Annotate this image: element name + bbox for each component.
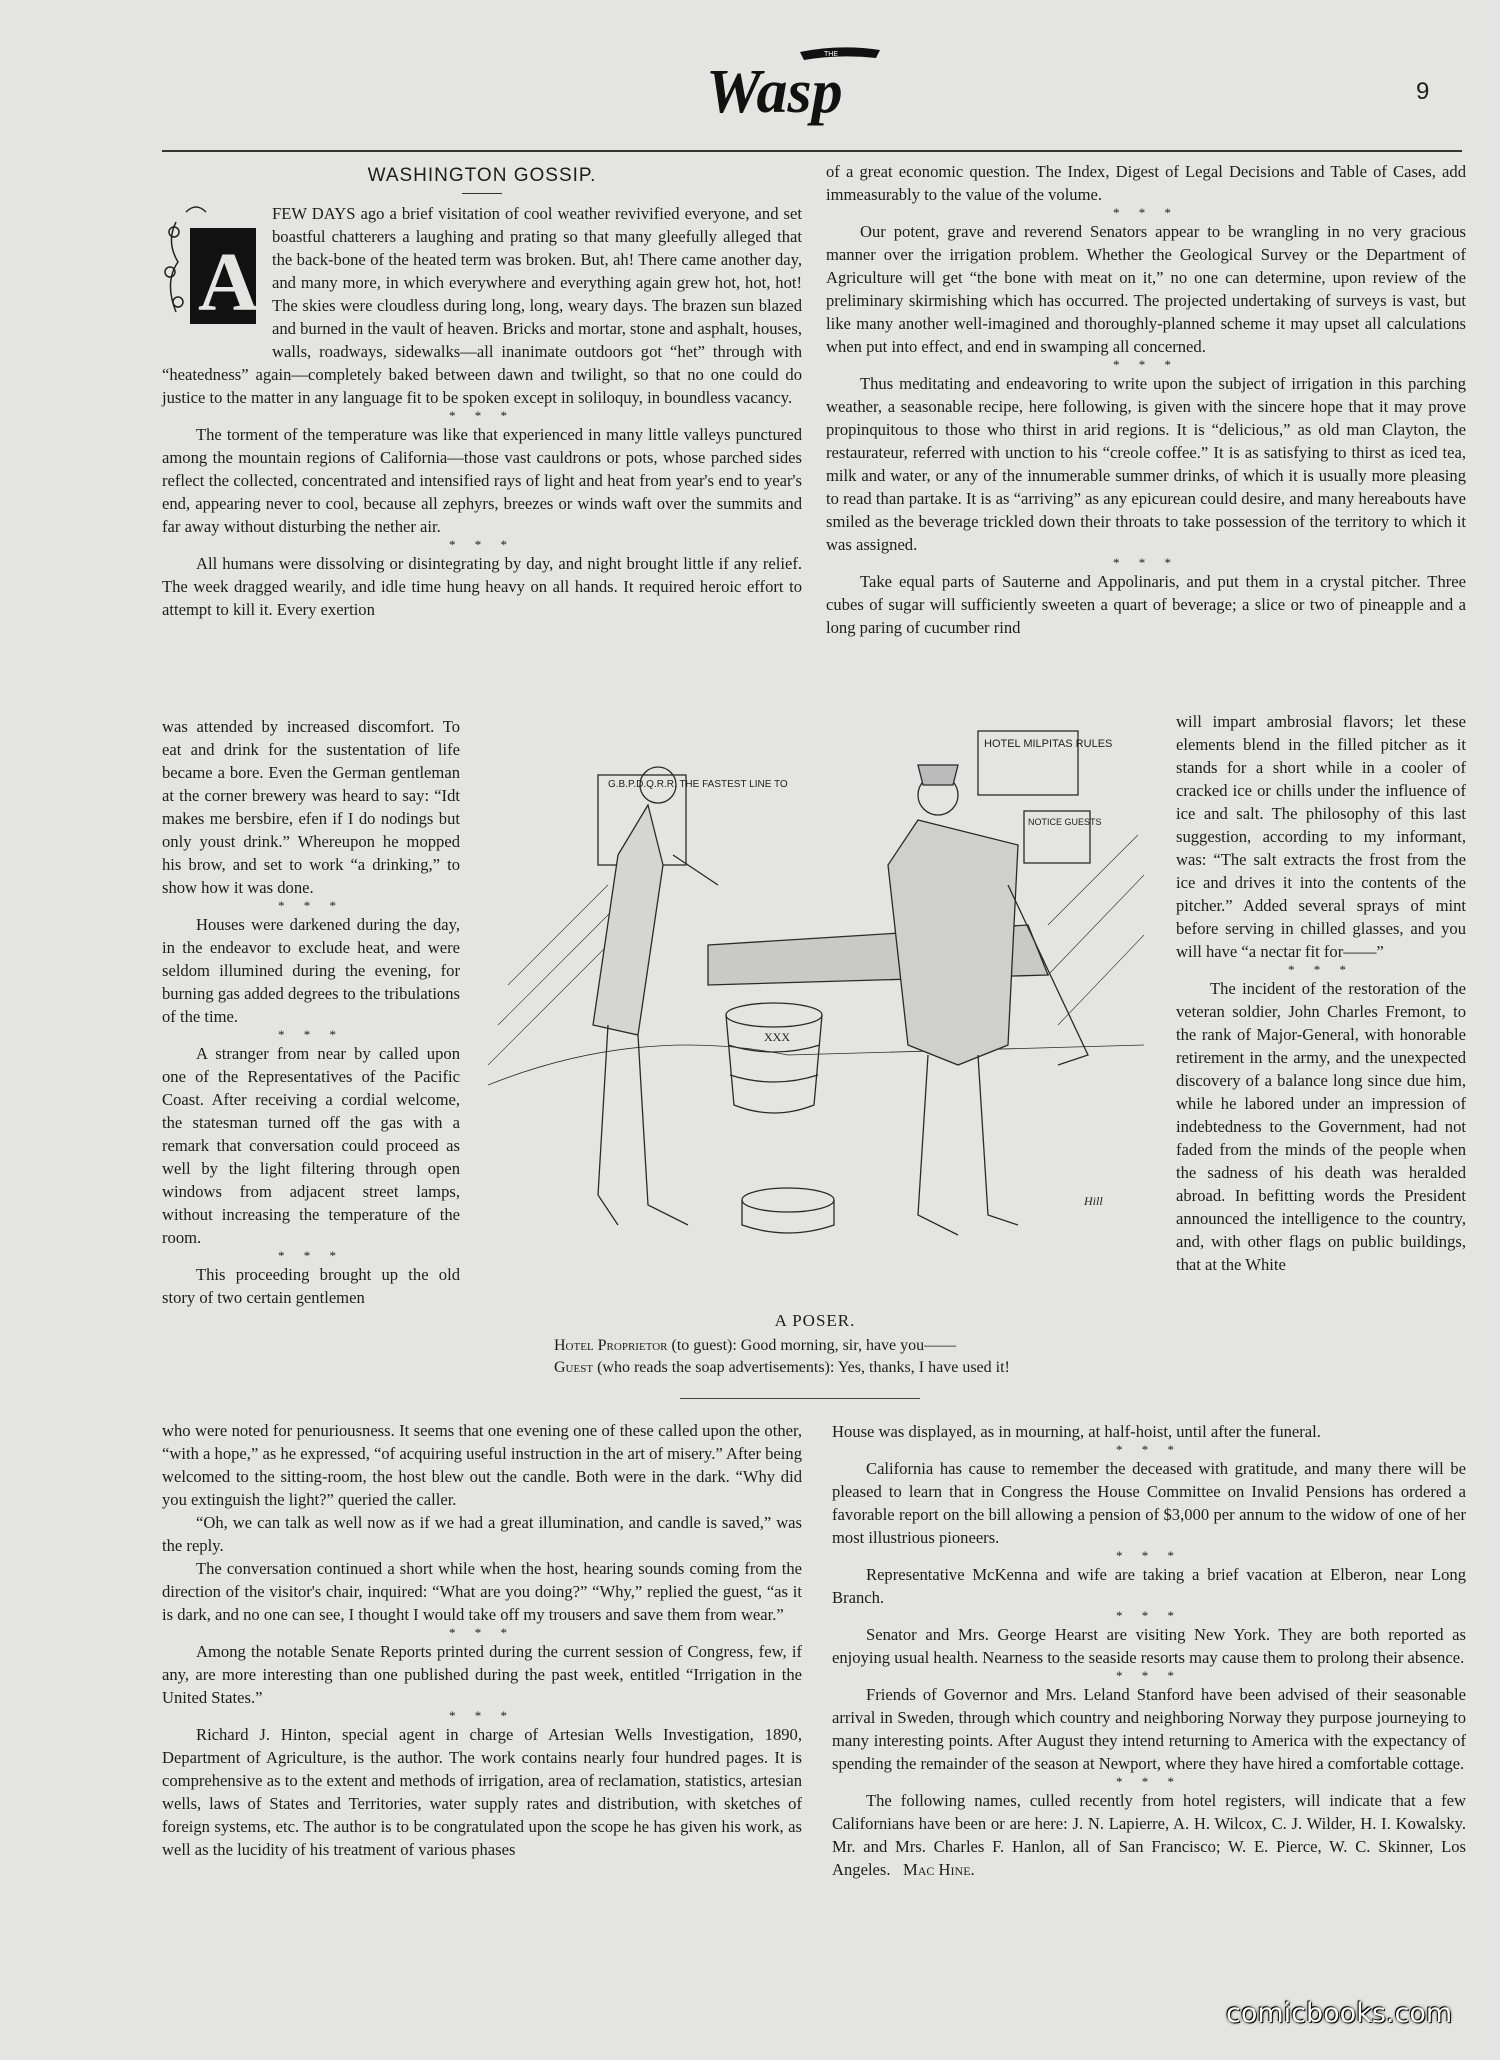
paragraph: who were noted for penuriousness. It seems that one evening one of these called upon the other, “with a hope,” as he expressed, “of acquiring useful instruction in the art of misery.” After being welcomed to the sitting-room, the host blew out the candle. Both were in the dark. “Why did you extinguish the light?” queried the caller. bbox=[162, 1421, 802, 1509]
artist-signature: Hill bbox=[1084, 1194, 1103, 1208]
page-number: 9 bbox=[1416, 78, 1430, 105]
caption-rule bbox=[680, 1398, 920, 1399]
section-separator: * * * bbox=[1116, 1668, 1182, 1683]
section-separator: * * * bbox=[1116, 1608, 1182, 1623]
paragraph: All humans were dissolving or disintegrating by day, and night brought little if any relief. The week dragged wearily, and idle time hung heavy on all hands. It required heroic effort to attempt to kill it. Every exertion bbox=[162, 554, 802, 619]
column-2-narrow bbox=[1176, 710, 1466, 1276]
section-separator: * * * bbox=[449, 408, 515, 423]
section-separator: * * * bbox=[449, 1708, 515, 1723]
masthead-logo bbox=[700, 42, 910, 132]
section-separator: * * * bbox=[1116, 1548, 1182, 1563]
paragraph: Houses were darkened during the day, in the endeavor to exclude heat, and were seldom illumined during the evening, for burning gas added degrees to the tribulations of the time. bbox=[162, 915, 460, 1026]
section-separator: * * * bbox=[1116, 1774, 1182, 1789]
paragraph: House was displayed, as in mourning, at half-hoist, until after the funeral. bbox=[832, 1422, 1321, 1441]
section-separator: * * * bbox=[1116, 1442, 1182, 1457]
section-separator: * * * bbox=[278, 1248, 344, 1263]
section-separator: * * * bbox=[1113, 357, 1179, 372]
section-separator: * * * bbox=[1113, 205, 1179, 220]
headline-rule bbox=[462, 193, 502, 194]
paragraph: will impart ambrosial flavors; let these elements blend in the filled pitcher as it stands for a short while in a cooler of cracked ice or chills under the influence of ice and salt. The philosophy of this last suggestion, according to my informant, was: “The salt extracts the frost from the ice and drives it into the contents of the pitcher.” Added several sprays of mint before serving in chilled glasses, and you will have “a nectar fit for——” bbox=[1176, 712, 1466, 961]
paragraph: Among the notable Senate Reports printed during the current session of Congress, few, if any, are more interesting than one published during the past week, entitled “Irrigation in the United States.” bbox=[162, 1642, 802, 1707]
caption-speaker: Guest bbox=[554, 1359, 594, 1376]
section-separator: * * * bbox=[449, 1625, 515, 1640]
header-rule bbox=[162, 150, 1462, 152]
column-1-narrow bbox=[162, 715, 460, 1309]
notice-sign: NOTICE GUESTS bbox=[1028, 817, 1102, 827]
masthead-title: Wasp bbox=[706, 58, 843, 126]
paragraph: The incident of the restoration of the veteran soldier, John Charles Fremont, to the rank of Major-General, with honorable retirement in the army, and the unexpected discovery of a balance long since due him, while he labored under an impression of indebtedness to the Government, had not faded from the minds of the people when the sadness of his death was heralded abroad. In befitting words the President announced the intelligence to the country, and, with other flags on public buildings, that at the White bbox=[1176, 979, 1466, 1274]
paragraph: Richard J. Hinton, special agent in charge of Artesian Wells Investigation, 1890, Department of Agriculture, is the author. The work contains nearly four hundred pages. It is comprehensive as to the extent and methods of irrigation, area of reclamation, statistics, artesian wells, laws of States and Territories, water supply rates and distribution, with sketches of foreign systems, etc. The author is to be congratulated upon the scope he has given his work, as well as the lucidity of his treatment of various phases bbox=[162, 1725, 802, 1859]
barrel-label: XXX bbox=[764, 1030, 790, 1044]
caption-line-2 bbox=[514, 1357, 1134, 1379]
column-2-bottom bbox=[832, 1420, 1466, 1881]
paragraph: California has cause to remember the deceased with gratitude, and many there will be pleased to learn that in Congress the House Committee on Invalid Pensions has ordered a favorable report on the bill allowing a pension of $3,000 per annum to the widow of one of her most illustrious pioneers. bbox=[832, 1459, 1466, 1547]
paragraph: Take equal parts of Sauterne and Appolinaris, and put them in a crystal pitcher. Three cubes of sugar will sufficiently sweeten a quart of beverage; a slice or two of pineapple and a long paring of cucumber rind bbox=[826, 572, 1466, 637]
paragraph-text: The following names, culled recently from hotel registers, will indicate that a few Californians have been or are here: J. N. Lapierre, A. H. Wilcox, C. J. Wilder, H. I. Kowalsky. Mr. and Mrs. Charles F. Hanlon, all of San Francisco; W. E. Pierce, W. C. Skinner, Los Angeles. bbox=[832, 1791, 1466, 1879]
dropcap-ornament bbox=[156, 202, 264, 342]
paragraph: The conversation continued a short while when the host, hearing sounds coming from the direction of the visitor's chair, inquired: “What are you doing?” “Why,” replied the guest, “as it is dark, and no one can see, I thought I would take off my trousers and save them from wear.” bbox=[162, 1559, 802, 1624]
paragraph: This proceeding brought up the old story of two certain gentlemen bbox=[162, 1265, 460, 1307]
caption-text: (to guest): Good morning, sir, have you—— bbox=[671, 1337, 957, 1354]
author-signature: Mac Hine. bbox=[902, 1860, 975, 1879]
masthead-small: THE bbox=[824, 51, 838, 58]
paragraph: was attended by increased discomfort. To eat and drink for the sustentation of life became a bore. Even the German gentleman at the corner brewery was heard to say: “Idt makes me bersbire, efen if I do nodings but only youst drink.” Whereupon he mopped his brow, and set to work “a drinking,” to show how it was done. bbox=[162, 717, 460, 897]
paragraph bbox=[832, 1789, 1466, 1881]
section-separator: * * * bbox=[278, 898, 344, 913]
paragraph: Friends of Governor and Mrs. Leland Stanford have been advised of their seasonable arrival in Sweden, through which country and neighboring Norway they purpose journeying to many interesting points. After August they intend returning to America with the expectancy of spending the remainder of the season at Newport, where they have hired a comfortable cottage. bbox=[832, 1685, 1466, 1773]
caption-text: (who reads the soap advertisements): Yes, thanks, I have used it! bbox=[597, 1359, 1010, 1376]
illustration-a-poser bbox=[488, 725, 1144, 1315]
sign-left: G.B.P.D.Q.R.R. THE FASTEST LINE TO bbox=[608, 779, 788, 790]
caption-line-1 bbox=[514, 1335, 1134, 1357]
paragraph: Senator and Mrs. George Hearst are visiting New York. They are both reported as enjoying usual health. Nearness to the seaside resorts may cause them to prolong their absence. bbox=[832, 1625, 1466, 1667]
sign-right: HOTEL MILPITAS RULES bbox=[984, 738, 1113, 750]
article-headline: WASHINGTON GOSSIP. bbox=[367, 165, 597, 186]
column-1-top bbox=[162, 164, 802, 621]
paragraph: Representative McKenna and wife are taking a brief vacation at Elberon, near Long Branch. bbox=[832, 1565, 1466, 1607]
caption bbox=[514, 1335, 1134, 1379]
paragraph: FEW DAYS ago a brief visitation of cool weather revivified everyone, and set boastful chatterers a laughing and prating so that many gleefully alleged that the back-bone of the heated term was broken. But, ah! There came another day, and many more, in which everywhere and everything again grew hot, hot, hot! The skies were cloudless during long, long, weary days. The brazen sun blazed and burned in the vault of heaven. Bricks and mortar, stone and asphalt, houses, walls, roadways, sidewalks—all inanimate outdoors got “het” through with “heatedness” again—completely baked between dawn and twilight, so that no one could do justice to the matter in any language fit to be spoken except in soliloquy, in boundless vacancy. bbox=[162, 204, 802, 407]
section-separator: * * * bbox=[1113, 555, 1179, 570]
paragraph: Thus meditating and endeavoring to write upon the subject of irrigation in this parching weather, a seasonable recipe, here following, is given with the sincere hope that it may prove propinquitous to those who thirst in arid regions. It is “delicious,” as old man Clayton, the restaurateur, referred with unction to his “creole coffee.” It is as satisfying to thirst as iced tea, milk and water, or any of the innumerable summer drinks, of which it is usually more pleasing to read than partake. It is as “arriving” as any epicurean could desire, and many hereabouts have smiled as the beverage trickled down their throats to take possession of the territory to which it was assigned. bbox=[826, 374, 1466, 554]
caption-speaker: Hotel Proprietor bbox=[554, 1337, 668, 1354]
section-separator: * * * bbox=[449, 537, 515, 552]
section-separator: * * * bbox=[278, 1027, 344, 1042]
column-2-top bbox=[826, 160, 1466, 639]
paragraph: A stranger from near by called upon one of the Representatives of the Pacific Coast. After receiving a cordial welcome, the statesman turned off the gas with a remark that conversation could proceed as well by the light filtering through open windows from adjacent street lamps, without increasing the temperature of the room. bbox=[162, 1044, 460, 1247]
caption-title: A POSER. bbox=[774, 1311, 856, 1330]
svg-text:A: A bbox=[198, 236, 259, 329]
paragraph: “Oh, we can talk as well now as if we had a great illumination, and candle is saved,” was the reply. bbox=[162, 1513, 802, 1555]
watermark: comicbooks.com bbox=[1226, 1998, 1453, 2029]
section-separator: * * * bbox=[1288, 962, 1354, 977]
column-1-bottom bbox=[162, 1419, 802, 1861]
paragraph: The torment of the temperature was like that experienced in many little valleys punctured among the mountain regions of California—those vast cauldrons or pots, whose parched sides reflect the collected, concentrated and intensified rays of light and heat from year's end to year's end, appearing never to cool, because all zephyrs, breezes or winds waft over the summits and far away without disturbing the nether air. bbox=[162, 425, 802, 536]
paragraph: Our potent, grave and reverend Senators appear to be wrangling in no very gracious manner over the irrigation problem. Whether the Geological Survey or the Department of Agriculture will get “the bone with meat on it,” no one can determine, upon review of the preliminary skirmishing which has occurred. The projected undertaking of surveys is vast, but like many another well-imagined and thoroughly-planned scheme it may upset all calculations when put into effect, and end in swamping all concerned. bbox=[826, 222, 1466, 356]
paragraph: of a great economic question. The Index, Digest of Legal Decisions and Table of Cases, add immeasurably to the value of the volume. bbox=[826, 162, 1466, 204]
